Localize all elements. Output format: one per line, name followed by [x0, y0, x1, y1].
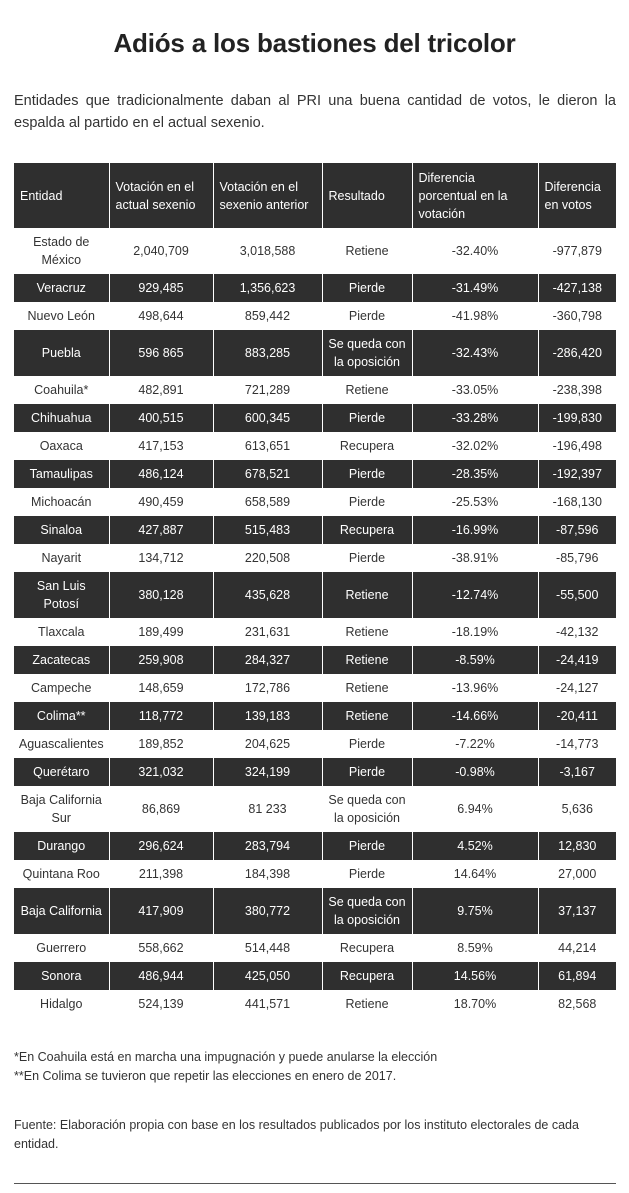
table-row	[14, 544, 616, 572]
cell-diferencia-porcentual: 14.64%	[412, 860, 538, 888]
cell-entidad: Baja California	[14, 888, 109, 934]
cell-resultado: Retiene	[322, 572, 412, 618]
cell-votacion-actual: 2,040,709	[109, 228, 213, 274]
cell-diferencia-votos: -42,132	[538, 618, 616, 646]
cell-diferencia-porcentual: -33.05%	[412, 376, 538, 404]
cell-diferencia-votos: -14,773	[538, 730, 616, 758]
table-row	[14, 646, 616, 674]
table-row	[14, 274, 616, 302]
cell-diferencia-votos: -87,596	[538, 516, 616, 544]
cell-votacion-actual: 148,659	[109, 674, 213, 702]
cell-diferencia-porcentual: 18.70%	[412, 990, 538, 1018]
cell-votacion-actual: 498,644	[109, 302, 213, 330]
table-header-row	[14, 163, 616, 228]
header-resultado: Resultado	[322, 163, 412, 228]
cell-votacion-anterior: 859,442	[213, 302, 322, 330]
cell-diferencia-votos: 61,894	[538, 962, 616, 990]
cell-votacion-actual: 189,852	[109, 730, 213, 758]
cell-diferencia-votos: -977,879	[538, 228, 616, 274]
table-row	[14, 962, 616, 990]
cell-diferencia-porcentual: -41.98%	[412, 302, 538, 330]
cell-diferencia-votos: -196,498	[538, 432, 616, 460]
cell-diferencia-votos: 12,830	[538, 832, 616, 860]
cell-diferencia-porcentual: -12.74%	[412, 572, 538, 618]
cell-votacion-actual: 118,772	[109, 702, 213, 730]
table-row	[14, 702, 616, 730]
cell-votacion-actual: 524,139	[109, 990, 213, 1018]
bottom-divider	[14, 1183, 616, 1184]
cell-diferencia-porcentual: -31.49%	[412, 274, 538, 302]
cell-diferencia-porcentual: -25.53%	[412, 488, 538, 516]
cell-diferencia-porcentual: -32.43%	[412, 330, 538, 376]
table-row	[14, 888, 616, 934]
header-votacion-actual: Votación en el actual sexenio	[109, 163, 213, 228]
table-row	[14, 990, 616, 1018]
table-row	[14, 730, 616, 758]
cell-diferencia-porcentual: -32.40%	[412, 228, 538, 274]
cell-votacion-anterior: 204,625	[213, 730, 322, 758]
cell-diferencia-votos: -24,419	[538, 646, 616, 674]
cell-diferencia-votos: -238,398	[538, 376, 616, 404]
cell-diferencia-votos: -360,798	[538, 302, 616, 330]
cell-votacion-actual: 490,459	[109, 488, 213, 516]
cell-votacion-actual: 417,909	[109, 888, 213, 934]
subtitle: Entidades que tradicionalmente daban al PRI una buena cantidad de votos, le dieron la espalda al partido en el actual sexenio.	[14, 93, 616, 131]
table-row	[14, 758, 616, 786]
cell-votacion-anterior: 435,628	[213, 572, 322, 618]
cell-votacion-actual: 400,515	[109, 404, 213, 432]
cell-votacion-actual: 417,153	[109, 432, 213, 460]
cell-resultado: Retiene	[322, 646, 412, 674]
cell-votacion-anterior: 283,794	[213, 832, 322, 860]
cell-diferencia-votos: -3,167	[538, 758, 616, 786]
footnote-colima: **En Colima se tuvieron que repetir las elecciones en enero de 2017.	[14, 1069, 397, 1083]
cell-diferencia-porcentual: -13.96%	[412, 674, 538, 702]
cell-entidad: San Luis Potosí	[14, 572, 109, 618]
cell-entidad: Zacatecas	[14, 646, 109, 674]
cell-resultado: Pierde	[322, 544, 412, 572]
cell-diferencia-votos: 5,636	[538, 786, 616, 832]
header-entidad: Entidad	[14, 163, 109, 228]
table-row	[14, 786, 616, 832]
cell-entidad: Quintana Roo	[14, 860, 109, 888]
cell-diferencia-votos: -192,397	[538, 460, 616, 488]
cell-votacion-anterior: 184,398	[213, 860, 322, 888]
cell-diferencia-porcentual: 8.59%	[412, 934, 538, 962]
cell-entidad: Veracruz	[14, 274, 109, 302]
table-row	[14, 934, 616, 962]
cell-votacion-actual: 929,485	[109, 274, 213, 302]
cell-votacion-actual: 482,891	[109, 376, 213, 404]
cell-votacion-anterior: 324,199	[213, 758, 322, 786]
cell-diferencia-porcentual: -0.98%	[412, 758, 538, 786]
cell-resultado: Retiene	[322, 990, 412, 1018]
cell-diferencia-porcentual: -16.99%	[412, 516, 538, 544]
cell-resultado: Pierde	[322, 404, 412, 432]
cell-diferencia-porcentual: -33.28%	[412, 404, 538, 432]
cell-diferencia-porcentual: 4.52%	[412, 832, 538, 860]
cell-entidad: Colima**	[14, 702, 109, 730]
cell-resultado: Recupera	[322, 432, 412, 460]
cell-diferencia-votos: 27,000	[538, 860, 616, 888]
cell-entidad: Querétaro	[14, 758, 109, 786]
cell-votacion-anterior: 3,018,588	[213, 228, 322, 274]
cell-votacion-anterior: 220,508	[213, 544, 322, 572]
cell-resultado: Retiene	[322, 618, 412, 646]
cell-diferencia-porcentual: -28.35%	[412, 460, 538, 488]
cell-votacion-anterior: 883,285	[213, 330, 322, 376]
cell-diferencia-porcentual: 9.75%	[412, 888, 538, 934]
cell-resultado: Se queda con la oposición	[322, 330, 412, 376]
cell-votacion-actual: 380,128	[109, 572, 213, 618]
cell-resultado: Retiene	[322, 674, 412, 702]
cell-entidad: Michoacán	[14, 488, 109, 516]
cell-diferencia-porcentual: -32.02%	[412, 432, 538, 460]
cell-votacion-actual: 86,869	[109, 786, 213, 832]
cell-resultado: Recupera	[322, 516, 412, 544]
cell-diferencia-votos: 44,214	[538, 934, 616, 962]
cell-diferencia-votos: -286,420	[538, 330, 616, 376]
header-votacion-anterior: Votación en el sexenio anterior	[213, 163, 322, 228]
cell-votacion-anterior: 721,289	[213, 376, 322, 404]
cell-votacion-actual: 596 865	[109, 330, 213, 376]
cell-entidad: Coahuila*	[14, 376, 109, 404]
cell-votacion-anterior: 284,327	[213, 646, 322, 674]
cell-votacion-anterior: 441,571	[213, 990, 322, 1018]
cell-diferencia-porcentual: 14.56%	[412, 962, 538, 990]
header-diferencia-porcentual: Diferencia porcentual en la votación	[412, 163, 538, 228]
cell-votacion-anterior: 600,345	[213, 404, 322, 432]
cell-resultado: Retiene	[322, 702, 412, 730]
table-row	[14, 228, 616, 274]
cell-votacion-actual: 134,712	[109, 544, 213, 572]
cell-diferencia-porcentual: -7.22%	[412, 730, 538, 758]
cell-entidad: Estado de México	[14, 228, 109, 274]
cell-votacion-anterior: 515,483	[213, 516, 322, 544]
footnote-coahuila: *En Coahuila está en marcha una impugnación y puede anularse la elección	[14, 1050, 438, 1064]
cell-diferencia-votos: -199,830	[538, 404, 616, 432]
cell-resultado: Pierde	[322, 488, 412, 516]
cell-resultado: Pierde	[322, 730, 412, 758]
cell-entidad: Baja California Sur	[14, 786, 109, 832]
table-row	[14, 618, 616, 646]
cell-diferencia-porcentual: 6.94%	[412, 786, 538, 832]
cell-diferencia-votos: -55,500	[538, 572, 616, 618]
table-row	[14, 432, 616, 460]
cell-entidad: Tlaxcala	[14, 618, 109, 646]
cell-votacion-anterior: 678,521	[213, 460, 322, 488]
cell-resultado: Retiene	[322, 376, 412, 404]
table-row	[14, 572, 616, 618]
table-row	[14, 832, 616, 860]
cell-votacion-anterior: 380,772	[213, 888, 322, 934]
cell-votacion-anterior: 139,183	[213, 702, 322, 730]
cell-diferencia-votos: -168,130	[538, 488, 616, 516]
cell-votacion-actual: 486,124	[109, 460, 213, 488]
cell-entidad: Nuevo León	[14, 302, 109, 330]
cell-diferencia-porcentual: -14.66%	[412, 702, 538, 730]
cell-votacion-anterior: 514,448	[213, 934, 322, 962]
cell-votacion-anterior: 231,631	[213, 618, 322, 646]
cell-entidad: Hidalgo	[14, 990, 109, 1018]
cell-votacion-actual: 558,662	[109, 934, 213, 962]
table-row	[14, 302, 616, 330]
cell-entidad: Nayarit	[14, 544, 109, 572]
cell-entidad: Guerrero	[14, 934, 109, 962]
table-row	[14, 404, 616, 432]
table-row	[14, 516, 616, 544]
cell-diferencia-votos: -85,796	[538, 544, 616, 572]
cell-entidad: Campeche	[14, 674, 109, 702]
cell-votacion-anterior: 172,786	[213, 674, 322, 702]
table-row	[14, 488, 616, 516]
cell-votacion-anterior: 1,356,623	[213, 274, 322, 302]
table-body	[14, 228, 616, 1018]
table-row	[14, 376, 616, 404]
cell-diferencia-votos: -427,138	[538, 274, 616, 302]
cell-diferencia-votos: -20,411	[538, 702, 616, 730]
results-table	[14, 163, 616, 1018]
cell-resultado: Retiene	[322, 228, 412, 274]
cell-resultado: Se queda con la oposición	[322, 888, 412, 934]
cell-resultado: Pierde	[322, 860, 412, 888]
cell-entidad: Durango	[14, 832, 109, 860]
cell-votacion-actual: 486,944	[109, 962, 213, 990]
cell-resultado: Recupera	[322, 934, 412, 962]
cell-entidad: Sonora	[14, 962, 109, 990]
cell-entidad: Tamaulipas	[14, 460, 109, 488]
cell-votacion-actual: 296,624	[109, 832, 213, 860]
cell-votacion-actual: 189,499	[109, 618, 213, 646]
table-row	[14, 460, 616, 488]
cell-votacion-actual: 427,887	[109, 516, 213, 544]
table-row	[14, 860, 616, 888]
cell-entidad: Sinaloa	[14, 516, 109, 544]
page-title: Adiós a los bastiones del tricolor	[113, 28, 516, 58]
cell-entidad: Puebla	[14, 330, 109, 376]
header-diferencia-votos: Diferencia en votos	[538, 163, 616, 228]
cell-votacion-anterior: 658,589	[213, 488, 322, 516]
table-row	[14, 330, 616, 376]
cell-entidad: Oaxaca	[14, 432, 109, 460]
cell-entidad: Aguascalientes	[14, 730, 109, 758]
cell-diferencia-porcentual: -18.19%	[412, 618, 538, 646]
cell-votacion-actual: 259,908	[109, 646, 213, 674]
cell-resultado: Pierde	[322, 460, 412, 488]
cell-votacion-actual: 321,032	[109, 758, 213, 786]
cell-entidad: Chihuahua	[14, 404, 109, 432]
cell-resultado: Se queda con la oposición	[322, 786, 412, 832]
source-note: Fuente: Elaboración propia con base en los resultados publicados por los instituto electorales de cada entidad.	[14, 1118, 579, 1151]
cell-diferencia-porcentual: -38.91%	[412, 544, 538, 572]
cell-resultado: Pierde	[322, 758, 412, 786]
cell-resultado: Pierde	[322, 832, 412, 860]
cell-resultado: Pierde	[322, 302, 412, 330]
cell-votacion-anterior: 81 233	[213, 786, 322, 832]
cell-resultado: Pierde	[322, 274, 412, 302]
cell-diferencia-votos: 82,568	[538, 990, 616, 1018]
table-row	[14, 674, 616, 702]
cell-diferencia-votos: -24,127	[538, 674, 616, 702]
cell-votacion-anterior: 613,651	[213, 432, 322, 460]
cell-votacion-actual: 211,398	[109, 860, 213, 888]
cell-diferencia-votos: 37,137	[538, 888, 616, 934]
cell-votacion-anterior: 425,050	[213, 962, 322, 990]
cell-resultado: Recupera	[322, 962, 412, 990]
cell-diferencia-porcentual: -8.59%	[412, 646, 538, 674]
footnotes	[14, 1048, 616, 1086]
